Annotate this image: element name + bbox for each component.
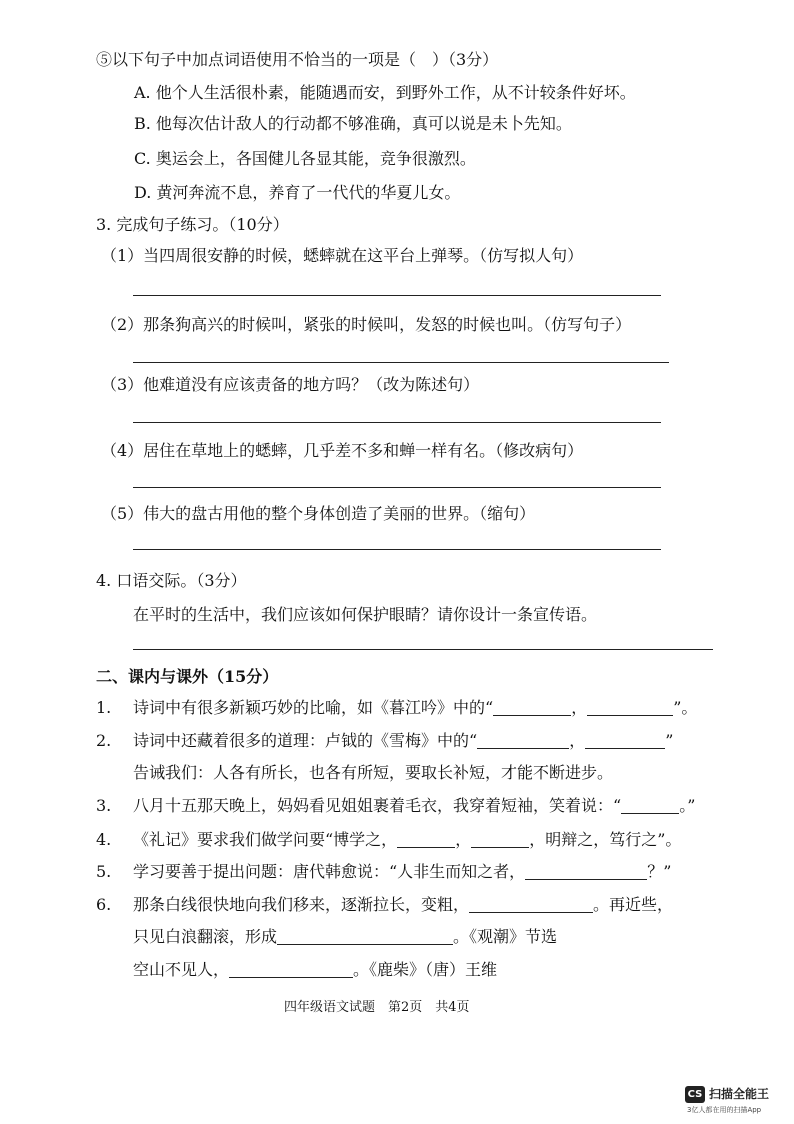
q4-prompt: 在平时的生活中，我们应该如何保护眼睛？请你设计一条宣传语。 xyxy=(133,605,598,624)
item-text: 那条白线很快地向我们移来，逐渐拉长，变粗， xyxy=(133,895,470,914)
q5-stem: ⑤以下句子中加点词语使用不恰当的一项是（ ）（3分） xyxy=(96,50,499,69)
item-text: 诗词中还藏着很多的道理：卢钺的《雪梅》中的“ xyxy=(133,731,478,750)
item-text: 八月十五那天晚上，妈妈看见姐姐裹着毛衣，我穿着短袖，笑着说：“ xyxy=(133,796,622,815)
q5-option-a: A. 他个人生活很朴素，能随遇而安，到野外工作，从不计较条件好坏。 xyxy=(134,83,636,102)
camscanner-logo-icon: CS xyxy=(685,1086,705,1103)
item-text: ， xyxy=(455,830,472,849)
item-number: 5. xyxy=(96,862,112,881)
answer-line xyxy=(133,422,661,423)
q5-option-d: D. 黄河奔流不息，养育了一代代的华夏儿女。 xyxy=(134,183,461,202)
item-text: ？” xyxy=(647,862,672,881)
q3-item-3: （3）他难道没有应该责备的地方吗？（改为陈述句） xyxy=(101,375,480,394)
item-text: 。” xyxy=(679,796,696,815)
q4-title: 4. 口语交际。（3分） xyxy=(96,571,247,590)
scanner-watermark xyxy=(685,1083,785,1117)
item-number: 2. xyxy=(96,731,112,750)
answer-line xyxy=(133,487,661,488)
item-text: 。再近些， xyxy=(593,895,674,914)
item-number: 6. xyxy=(96,895,112,914)
answer-line xyxy=(133,362,669,363)
item-text: 只见白浪翻滚，形成 xyxy=(133,927,278,946)
q5-option-c: C. 奥运会上，各国健儿各显其能，竞争很激烈。 xyxy=(134,149,476,168)
item-text: ”。 xyxy=(673,698,698,717)
s2-item-6 xyxy=(96,894,673,916)
fill-blank xyxy=(277,928,453,945)
item-text: 诗词中有很多新颖巧妙的比喻，如《暮江吟》中的“ xyxy=(133,698,494,717)
q5-option-b: B. 他每次估计敌人的行动都不够准确，真可以说是未卜先知。 xyxy=(134,114,572,133)
section2-title: 二、课内与课外（15分） xyxy=(96,667,279,686)
s2-item-5 xyxy=(96,861,671,883)
answer-line xyxy=(133,649,713,650)
answer-line xyxy=(133,549,661,550)
item-text: ，明辩之，笃行之”。 xyxy=(529,830,682,849)
item-number: 1. xyxy=(96,698,112,717)
page-footer: 四年级语文试题 第2页 共4页 xyxy=(284,1000,470,1015)
q3-item-5: （5）伟大的盘古用他的整个身体创造了美丽的世界。（缩句） xyxy=(101,504,536,523)
fill-blank xyxy=(477,732,569,749)
fill-blank xyxy=(469,896,593,913)
answer-line xyxy=(133,295,661,296)
fill-blank xyxy=(471,831,529,848)
fill-blank xyxy=(587,699,673,716)
q3-title: 3. 完成句子练习。（10分） xyxy=(96,215,289,234)
s2-item-2 xyxy=(96,730,673,752)
q3-item-2: （2）那条狗高兴的时候叫，紧张的时候叫，发怒的时候也叫。（仿写句子） xyxy=(101,315,632,334)
q3-item-4: （4）居住在草地上的蟋蟀，几乎差不多和蝉一样有名。（修改病句） xyxy=(101,441,584,460)
s2-item-4 xyxy=(96,829,681,851)
s2-item-2-cont: 告诫我们：人各有所长，也各有所短，要取长补短，才能不断进步。 xyxy=(133,763,614,782)
item-text: ” xyxy=(665,731,674,750)
fill-blank xyxy=(229,961,353,978)
item-text: 。《观潮》节选 xyxy=(453,927,558,946)
fill-blank xyxy=(525,863,647,880)
item-text: 。《鹿柴》（唐）王维 xyxy=(353,960,498,979)
fill-blank xyxy=(493,699,571,716)
fill-blank xyxy=(585,732,665,749)
s2-item-6-line2 xyxy=(133,926,557,948)
s2-item-1 xyxy=(96,697,697,719)
item-text: 空山不见人， xyxy=(133,960,230,979)
scanner-app-name: 扫描全能王 xyxy=(709,1087,770,1101)
fill-blank xyxy=(397,831,455,848)
item-text: 《礼记》要求我们做学问要“博学之， xyxy=(133,830,398,849)
item-text: ， xyxy=(571,698,588,717)
s2-item-6-line3 xyxy=(133,959,497,981)
scanner-tagline: 3亿人都在用的扫描App xyxy=(687,1106,762,1114)
fill-blank xyxy=(621,797,679,814)
item-text: ， xyxy=(569,731,586,750)
item-number: 3. xyxy=(96,796,112,815)
q3-item-1: （1）当四周很安静的时候，蟋蟀就在这平台上弹琴。（仿写拟人句） xyxy=(101,246,584,265)
item-number: 4. xyxy=(96,830,112,849)
item-text: 学习要善于提出问题：唐代韩愈说：“人非生而知之者， xyxy=(133,862,526,881)
s2-item-3 xyxy=(96,795,695,817)
